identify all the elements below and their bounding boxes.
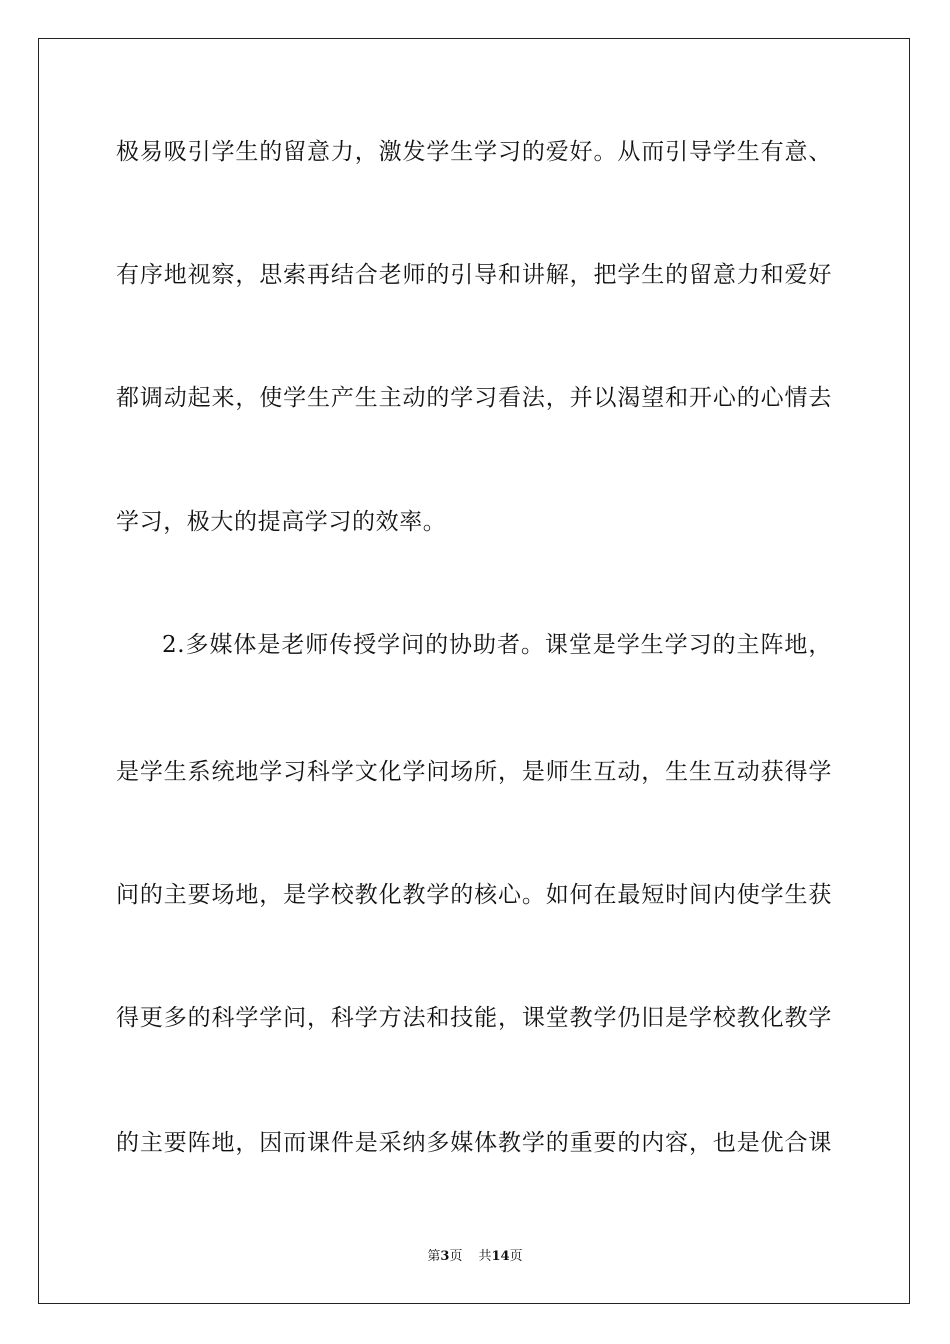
page-number-prefix: 第 bbox=[427, 1249, 441, 1264]
text-line: 有序地视察，思索再结合老师的引导和讲解，把学生的留意力和爱好 bbox=[116, 262, 832, 288]
total-pages-suffix: 页 bbox=[509, 1249, 523, 1264]
text-line: 的主要阵地，因而课件是采纳多媒体教学的重要的内容，也是优合课 bbox=[116, 1130, 832, 1156]
paragraph-first-line: 2.多媒体是老师传授学问的协助者。课堂是学生学习的主阵地， bbox=[162, 632, 832, 658]
current-page-number: 3 bbox=[440, 1249, 450, 1264]
page-number-suffix: 页 bbox=[449, 1249, 463, 1264]
total-pages-prefix: 共 bbox=[478, 1249, 492, 1264]
text-line: 得更多的科学学问，科学方法和技能，课堂教学仍旧是学校教化教学 bbox=[116, 1005, 832, 1031]
text-line: 是学生系统地学习科学文化学问场所，是师生互动，生生互动获得学 bbox=[116, 759, 832, 785]
page-footer bbox=[0, 1248, 950, 1266]
text-line: 问的主要场地，是学校教化教学的核心。如何在最短时间内使学生获 bbox=[116, 882, 832, 908]
text-line: 都调动起来，使学生产生主动的学习看法，并以渴望和开心的心情去 bbox=[116, 385, 832, 411]
page-border bbox=[38, 38, 910, 1304]
total-page-count: 14 bbox=[491, 1249, 510, 1264]
text-line: 学习，极大的提高学习的效率。 bbox=[116, 509, 447, 535]
text-line: 极易吸引学生的留意力，激发学生学习的爱好。从而引导学生有意、 bbox=[116, 139, 832, 165]
